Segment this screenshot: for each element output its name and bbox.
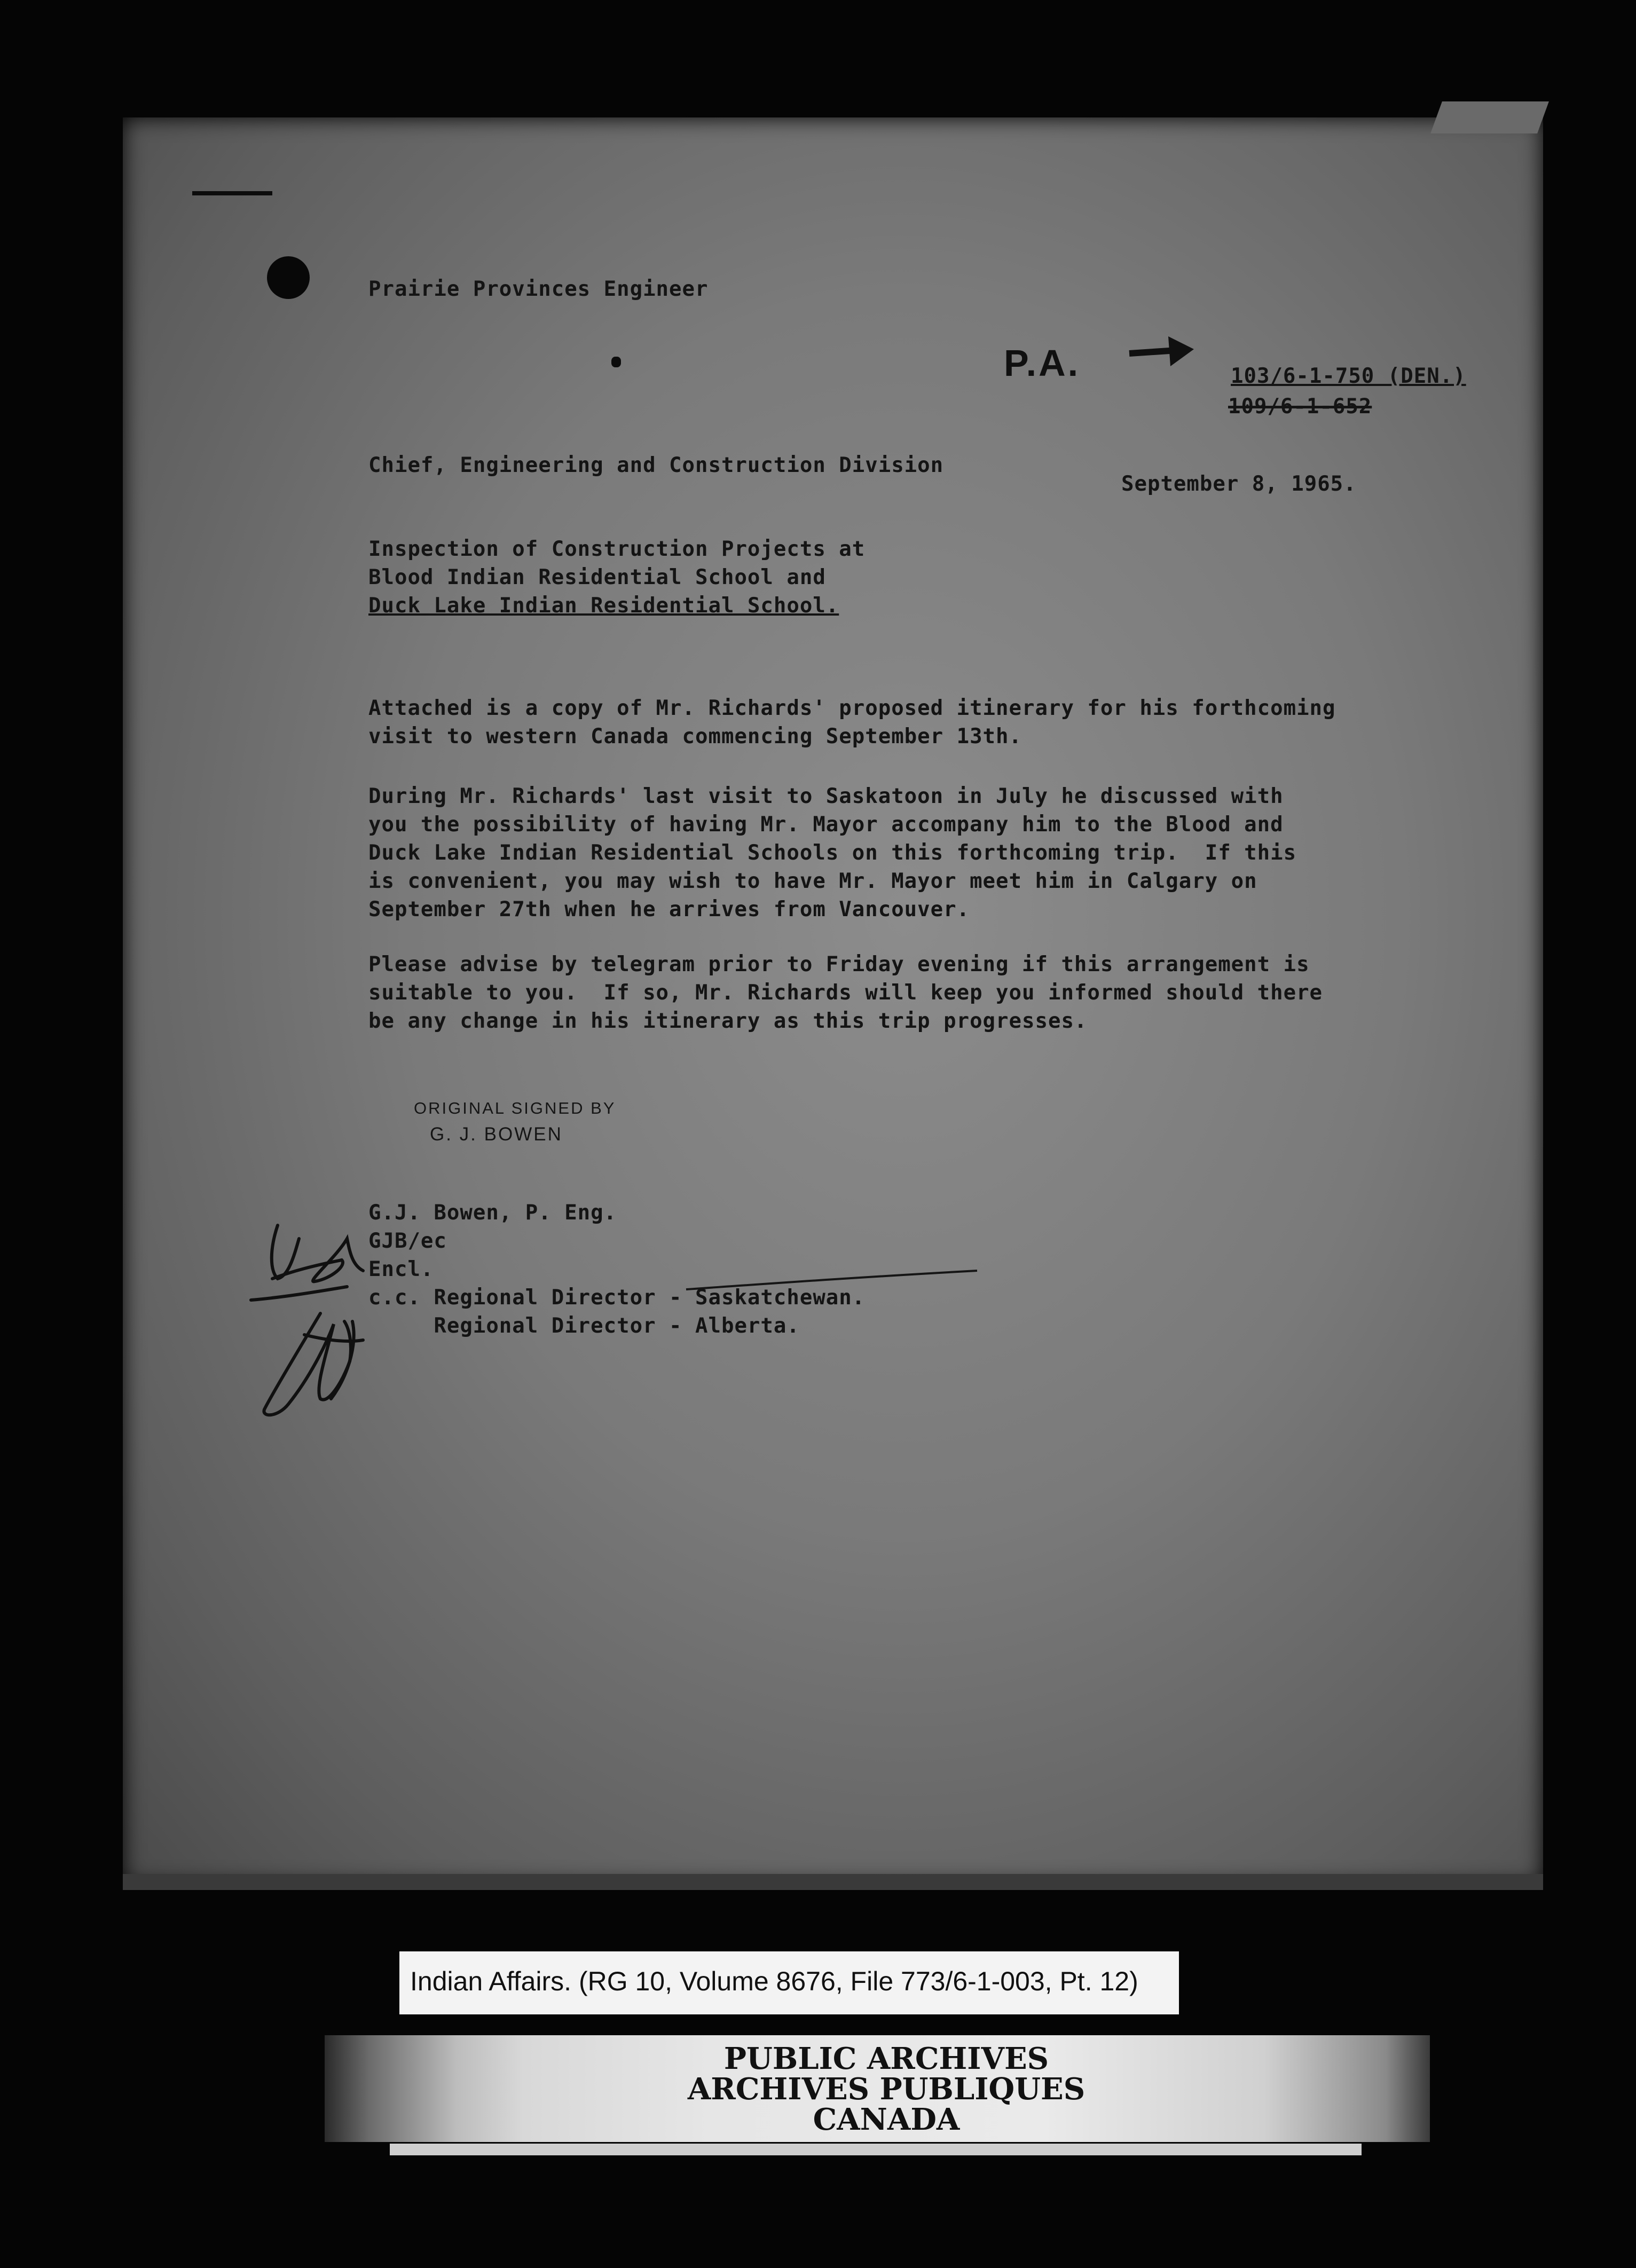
file-number-struck: 109/6-1-652: [1228, 395, 1372, 419]
body-line: Attached is a copy of Mr. Richards' proposed itinerary for his forthcoming: [368, 696, 1336, 720]
subject-line: Duck Lake Indian Residential School.: [368, 594, 839, 618]
archive-line-french: ARCHIVES PUBLIQUES: [687, 2072, 1086, 2107]
enclosure-line: Encl.: [368, 1257, 434, 1281]
archive-logo-text: [587, 2041, 1185, 2137]
body-line: Please advise by telegram prior to Friday evening if this arrangement is: [368, 952, 1310, 976]
initials-line: GJB/ec: [368, 1229, 447, 1253]
page-bottom-edge: [123, 1874, 1543, 1890]
punch-hole: [267, 256, 310, 299]
original-signed-name: G. J. BOWEN: [430, 1124, 563, 1145]
page-corner: [1430, 101, 1549, 133]
sender-line: Chief, Engineering and Construction Division: [368, 453, 944, 477]
body-line: you the possibility of having Mr. Mayor accompany him to the Blood and: [368, 813, 1284, 837]
cc-line: Regional Director - Alberta.: [368, 1314, 800, 1338]
letter-date: September 8, 1965.: [1121, 472, 1357, 496]
body-line: suitable to you. If so, Mr. Richards will keep you informed should there: [368, 981, 1323, 1005]
band-bottom-edge: [390, 2144, 1362, 2155]
original-signed-stamp: ORIGINAL SIGNED BY: [414, 1099, 616, 1117]
subject-line: Inspection of Construction Projects at: [368, 537, 866, 561]
recipient-line: Prairie Provinces Engineer: [368, 277, 709, 301]
body-line: is convenient, you may wish to have Mr. Mayor meet him in Calgary on: [368, 869, 1257, 893]
arrow-icon: [1127, 331, 1196, 374]
body-line: September 27th when he arrives from Vancouver.: [368, 897, 970, 922]
archive-line-english: PUBLIC ARCHIVES: [723, 2041, 1049, 2076]
body-line: visit to western Canada commencing September 13th.: [368, 724, 1022, 749]
ink-dot: [611, 357, 621, 367]
signatory-line: G.J. Bowen, P. Eng.: [368, 1201, 617, 1225]
body-line: be any change in his itinerary as this trip progresses.: [368, 1009, 1088, 1033]
cc-line: c.c. Regional Director - Saskatchewan.: [368, 1286, 866, 1310]
pen-stroke: [683, 1265, 982, 1297]
handwritten-initials: [240, 1207, 443, 1431]
margin-dash: [192, 191, 272, 195]
pa-mark: P.A.: [1004, 342, 1081, 384]
body-line: During Mr. Richards' last visit to Saskatoon in July he discussed with: [368, 784, 1284, 808]
subject-line: Blood Indian Residential School and: [368, 565, 826, 589]
archive-reference: Indian Affairs. (RG 10, Volume 8676, File 773/6-1-003, Pt. 12): [410, 1966, 1138, 1996]
file-number: 103/6-1-750 (DEN.): [1231, 364, 1466, 388]
body-line: Duck Lake Indian Residential Schools on this forthcoming trip. If this: [368, 841, 1297, 865]
archive-line-country: CANADA: [813, 2102, 960, 2137]
